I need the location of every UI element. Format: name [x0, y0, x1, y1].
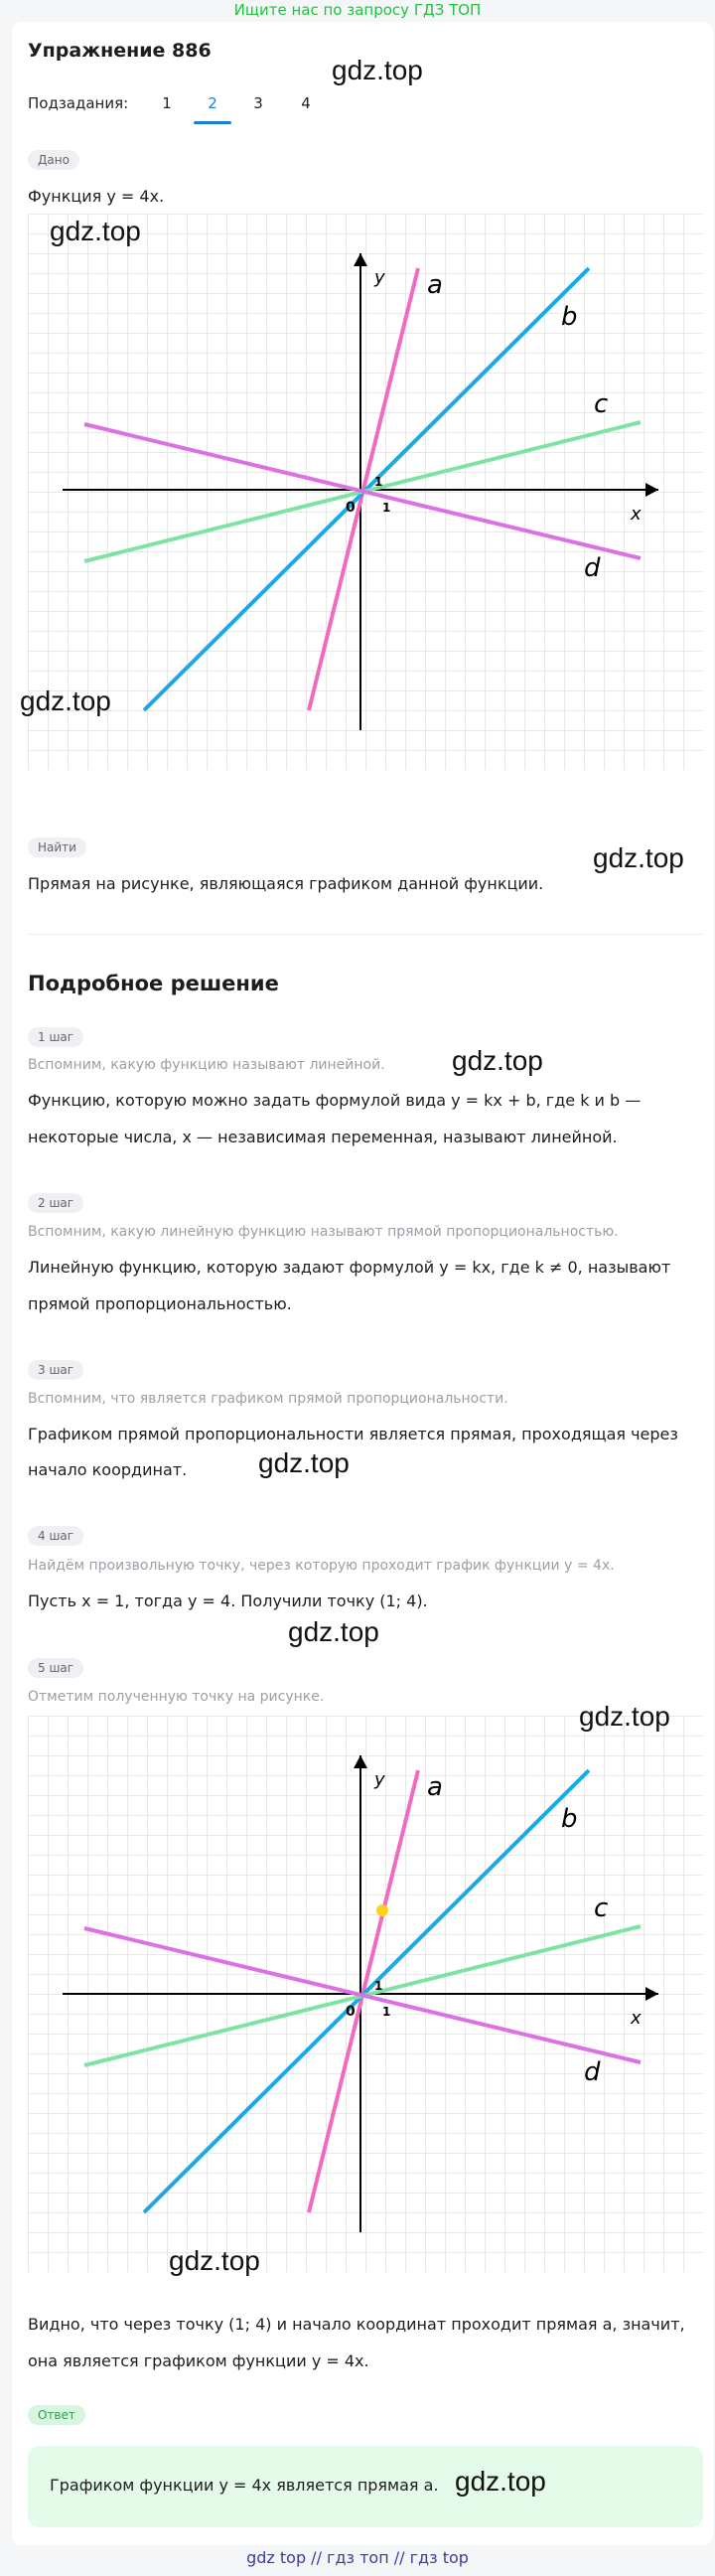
watermark: gdz.top	[169, 2245, 260, 2276]
conclusion-line1: Видно, что через точку (1; 4) и начало координат проходит прямая a, значит,	[28, 2315, 685, 2334]
graph-1-svg	[28, 214, 703, 770]
watermark: gdz.top	[455, 2466, 546, 2497]
find-text: Прямая на рисунке, являющаяся графиком данной функции.	[28, 874, 544, 893]
step-4-line1: Пусть x = 1, тогда y = 4. Получили точку (1; 4).	[28, 1591, 428, 1610]
step-1-line1: Функцию, которую можно задать формулой вида y = kx + b, где k и b —	[28, 1091, 642, 1110]
graph-2-svg	[28, 1716, 703, 2272]
axis-y-label: y	[374, 267, 385, 288]
origin-label: 0	[346, 500, 356, 516]
line-d-label: d	[584, 553, 601, 583]
axis-x-label: x	[631, 504, 642, 525]
divider	[28, 934, 703, 935]
tab-2[interactable]: 2	[208, 94, 217, 112]
watermark: gdz.top	[579, 1701, 670, 1732]
step-1-hint: Вспомним, какую функцию называют линейной.	[28, 1057, 385, 1073]
x-unit-label: 1	[382, 501, 391, 515]
line-b-label: b	[561, 302, 578, 332]
step-5-hint: Отметим полученную точку на рисунке.	[28, 1689, 325, 1705]
answer-text: Графиком функции y = 4x является прямая a.	[50, 2476, 439, 2495]
y-unit-label: 1	[374, 1979, 383, 1993]
line-a-label: a	[427, 270, 443, 300]
line-c-label: c	[594, 1894, 609, 1923]
x-arrow-icon	[645, 1987, 658, 2001]
watermark: gdz.top	[452, 1045, 543, 1076]
step-4-hint: Найдём произвольную точку, через которую проходит график функции y = 4x.	[28, 1558, 615, 1574]
y-unit-label: 1	[374, 475, 383, 489]
watermark: gdz.top	[593, 842, 684, 873]
x-unit-label: 1	[382, 2005, 391, 2019]
given-chip: Дано	[28, 150, 79, 170]
watermark: gdz.top	[50, 216, 141, 246]
watermark: gdz.top	[332, 55, 423, 85]
top-banner[interactable]: Ищите нас по запросу ГДЗ ТОП	[233, 1, 482, 19]
line-b-label: b	[561, 1804, 578, 1834]
step-2-line2: прямой пропорциональностью.	[28, 1294, 292, 1313]
step-5-chip: 5 шаг	[28, 1658, 83, 1678]
step-2-hint: Вспомним, какую линейную функцию называют прямой пропорциональностью.	[28, 1224, 619, 1240]
given-text: Функция y = 4x.	[28, 187, 165, 206]
tab-1[interactable]: 1	[162, 94, 172, 112]
answer-chip: Ответ	[28, 2405, 85, 2425]
step-1-chip: 1 шаг	[28, 1027, 83, 1047]
graph-2	[28, 1716, 703, 2272]
line-d-label: d	[584, 2057, 601, 2087]
graph-1	[28, 214, 703, 770]
subtasks-label: Подзадания:	[28, 94, 129, 112]
y-arrow-icon	[354, 1755, 367, 1768]
line-c-label: c	[594, 389, 609, 419]
watermark: gdz.top	[258, 1447, 350, 1478]
line-a	[309, 1770, 418, 2212]
step-3-hint: Вспомним, что является графиком прямой пропорциональности.	[28, 1391, 508, 1407]
step-2-chip: 2 шаг	[28, 1193, 83, 1213]
footer-links[interactable]: gdz top // гдз топ // гдз top	[246, 2548, 469, 2567]
tab-4[interactable]: 4	[301, 94, 311, 112]
y-arrow-icon	[354, 253, 367, 266]
tab-3[interactable]: 3	[253, 94, 263, 112]
find-chip: Найти	[28, 837, 86, 857]
step-1-line2: некоторые числа, x — независимая переменная, называют линейной.	[28, 1128, 618, 1146]
watermark: gdz.top	[288, 1616, 379, 1647]
line-b	[144, 1770, 589, 2212]
axis-y-label: y	[374, 1769, 385, 1790]
step-4-chip: 4 шаг	[28, 1526, 83, 1546]
conclusion-line2: она является графиком функции y = 4x.	[28, 2351, 369, 2370]
active-tab-indicator	[194, 121, 231, 124]
page-title: Упражнение 886	[28, 40, 212, 62]
origin-label: 0	[346, 2004, 356, 2020]
solution-title: Подробное решение	[28, 972, 279, 995]
step-3-line2: начало координат.	[28, 1460, 188, 1479]
step-3-line1: Графиком прямой пропорциональности является прямая, проходящая через	[28, 1425, 678, 1443]
step-2-line1: Линейную функцию, которую задают формулой y = kx, где k ≠ 0, называют	[28, 1258, 671, 1277]
x-arrow-icon	[645, 483, 658, 497]
step-3-chip: 3 шаг	[28, 1360, 83, 1380]
axis-x-label: x	[631, 2008, 642, 2029]
line-a-label: a	[427, 1772, 443, 1802]
point-1-4	[376, 1904, 388, 1916]
watermark: gdz.top	[20, 685, 111, 716]
